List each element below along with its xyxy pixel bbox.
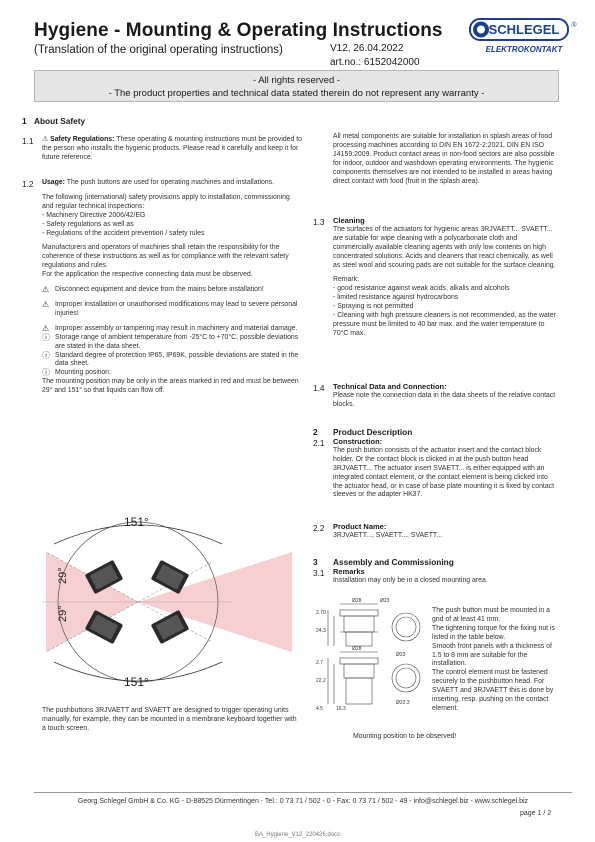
section-1-4-title: Technical Data and Connection:	[333, 382, 447, 391]
info-icon: ⓘ	[42, 332, 50, 342]
warning-icon: ⚠	[42, 323, 50, 333]
section-2-2-number: 2.2	[313, 523, 325, 533]
remarks-list	[432, 607, 562, 714]
dim-label: 4.5	[316, 706, 323, 712]
section-1-1-number: 1.1	[22, 136, 34, 146]
rights-line-1: - All rights reserved -	[252, 75, 341, 86]
dim-label: Ø28	[352, 598, 362, 604]
logo-name: SCHLEGEL	[488, 22, 560, 37]
section-3-1-number: 3.1	[313, 568, 325, 578]
remark-item: - Cleaning with high pressure cleaners is not recommended, as the water pressure must be limited to 40 bar max. and the water temperature to 70°C max.	[333, 312, 556, 337]
dim-label: 2.7	[316, 660, 323, 666]
angle-label-left-upper: 29°	[57, 567, 69, 584]
section-1-3	[333, 217, 559, 339]
dim-label: Ø28	[352, 646, 362, 652]
section-2-1	[333, 438, 559, 500]
angle-label-top: 151°	[124, 515, 149, 529]
rights-notice	[34, 70, 559, 102]
dim-label: Ø22.3	[396, 700, 410, 706]
logo-mark: ®	[571, 22, 577, 29]
dim-label: 22.2	[316, 678, 326, 684]
mounting-position-note: Mounting position to be observed!	[353, 733, 457, 740]
page-number: page 1 / 2	[520, 810, 552, 817]
section-2-1-number: 2.1	[313, 438, 325, 448]
section-1-2	[42, 179, 302, 396]
section-2-2-text: 3RJVAETT..., SVAETT..., SVAETT...	[333, 531, 443, 539]
provision-item: - Safety regulations as well as	[42, 220, 134, 228]
info-icon: ⓘ	[42, 350, 50, 360]
section-2-2-title: Product Name:	[333, 522, 387, 531]
footer-divider	[34, 792, 572, 793]
info-protection: Standard degree of protection IP65, IP69K, possible deviations are stated in the data sheet.	[55, 351, 299, 368]
document-subtitle: (Translation of the original operating instructions)	[34, 44, 283, 56]
remark-panel-thickness: Smooth front panels with a thickness of 1.5 to 8 mm are suitable for the installation.	[432, 642, 552, 668]
remark-contact-element: The control element must be fastened securely to the pushbutton head. For SVAETT and 3RJVAETT this is done by inserting, resp. pushing on the contact element.	[432, 669, 554, 712]
footer-address: Georg Schlegel GmbH & Co. KG - D-88525 Dürmentingen - Tel.: 0 73 71 / 502 - 0 - Fax: 0 73 71 / 502 - 49 - info@schlegel.biz - www.schlegel.biz	[77, 798, 529, 805]
dim-label: Ø23	[396, 652, 406, 658]
info-icon: ⓘ	[42, 368, 50, 378]
info-temperature: Storage range of ambient temperature from -25°C to +70°C, possible deviations are stated in the data sheet.	[55, 333, 299, 350]
section-3-1-title: Remarks	[333, 567, 365, 576]
warning-disconnect: Disconnect equipment and device from the mains before installation!	[55, 286, 264, 294]
remark-item: - good resistance against weak acids, alkalis and alcohols	[333, 285, 510, 293]
section-3-title: Assembly and Commissioning	[333, 557, 454, 567]
section-1-1-text: These operating & mounting instructions must be provided to the person who installs the hygienic products. Please read it carefully and keep it for future reference.	[42, 136, 303, 161]
section-3-1	[333, 568, 559, 586]
mounting-position-text: The mounting position may be only in the areas marked in red and must be between 29° and 151° so that liquids can flow off.	[42, 378, 299, 395]
section-1-1-title: Safety Regulations:	[50, 136, 115, 143]
section-1-2-title: Usage:	[42, 179, 65, 186]
section-1-number: 1	[22, 116, 27, 126]
remark-item: - Spraying is not permitted	[333, 303, 414, 311]
file-name: BA_Hygiene_V12_220426.docx	[254, 832, 341, 838]
connection-data-text: For the application the respective connecting data must be observed.	[42, 271, 253, 279]
section-1-2-text: The push buttons are used for operating machines and installations.	[66, 179, 275, 186]
section-1-3-number: 1.3	[313, 217, 325, 227]
remark-grid: The push button must be mounted in a grid of at least 41 mm.	[432, 607, 550, 623]
mounting-position-diagram	[32, 510, 302, 695]
dim-label: Ø23	[380, 598, 390, 604]
warning-icon: ⚠	[42, 299, 50, 309]
remark-label: Remark:	[333, 276, 360, 284]
section-2-title: Product Description	[333, 427, 413, 437]
warning-tampering: Improper assembly or tampering may result in machinery and material damage.	[55, 324, 298, 332]
section-3-number: 3	[313, 557, 318, 567]
document-title: Hygiene - Mounting & Operating Instructions	[34, 20, 443, 41]
section-2-2	[333, 523, 559, 541]
dim-label: 16.3	[336, 706, 346, 712]
rights-line-2: - The product properties and technical data stated therein do not represent any warranty -	[108, 88, 485, 99]
technical-drawing	[310, 592, 430, 722]
responsibility-text: Manufacturers and operators of machines shall retain the responsibility for the coherence of these instructions as well as for compliance with the relevant safety regulations and rules.	[42, 244, 289, 270]
angle-label-left-lower: 29°	[57, 605, 69, 622]
installation-intro: All metal components are suitable for installation in splash areas of food processing machines according to DIN EN 1672-2:2021, DIN EN ISO 14159:2009. Product contact areas in non-food sectors are also possible for indoor, outdoor and washdown operating environments. The hygienic components themselves are not intended to be installed in areas having direct contact with food (fruit in the splash area).	[333, 133, 555, 185]
provision-item: - Machinery Directive 2006/42/EG	[42, 211, 146, 219]
version-label: V12, 26.04.2022	[330, 43, 404, 54]
section-1-2-provisions: The following (international) safety provisions apply to installation, commissioning and regular technical inspections:	[42, 193, 290, 210]
remark-torque: The tightening torque for the fixing nut is listed in the table below.	[432, 624, 555, 641]
section-3-1-text: Installation may only be in a closed mounting area.	[333, 576, 488, 584]
info-mounting-position: Mounting position:	[55, 369, 111, 377]
article-number: art.no.: 6152042000	[330, 57, 420, 68]
section-1-title: About Safety	[34, 116, 86, 126]
section-2-number: 2	[313, 427, 318, 437]
warning-icon: ⚠	[42, 136, 49, 143]
provision-item: - Regulations of the accident prevention / safety rules	[42, 229, 205, 237]
warning-installation: Improper installation or unauthorised modifications may lead to severe personal injuries!	[55, 300, 298, 317]
warning-icon: ⚠	[42, 285, 50, 295]
section-2-1-title: Construction:	[333, 437, 383, 446]
section-1-4	[333, 383, 559, 410]
section-1-4-text: Please note the connection data in the data sheets of the relative contact blocks.	[333, 391, 556, 408]
section-1-2-number: 1.2	[22, 179, 34, 189]
section-2-1-text: The push button consists of the actuator insert and the contact block holder. Or the contact block is clicked in at the push button head 3RJVAETT... The actuator insert SVAETT... is either equipped with an integrated contact element, or the contact element is being clicked into the actuator head, or in case of base plate mounting it is fixed by contact sleeves or the adapter HK37.	[333, 446, 555, 499]
angle-label-bottom: 151°	[124, 675, 149, 689]
section-1-3-title: Cleaning	[333, 216, 365, 225]
section-1-1	[42, 136, 304, 163]
remark-item: - limited resistance against hydrocarbons	[333, 294, 459, 302]
section-1-3-text: The surfaces of the actuators for hygienic areas 3RJVAETT... SVAETT... are suitable for wipe cleaning with a polycarbonate cloth and commercially available cleaning agents with only low contents on high concentrated solutions. Acids and cleaners that react chemically, as well as steel wool and scouring pads are not suitable for the surface cleaning.	[333, 225, 556, 269]
section-1-4-number: 1.4	[313, 383, 325, 393]
pushbutton-usage-text: The pushbuttons 3RJVAETT and SVAETT are designed to trigger operating units manually, for example, they can be mounted in a membrane keyboard together with a touch screen.	[42, 707, 297, 732]
dim-label: 24.3	[316, 628, 326, 634]
logo-tagline: ELEKTROKONTAKT	[485, 45, 563, 54]
schlegel-logo	[469, 18, 579, 58]
dim-label: 2.70	[316, 610, 326, 616]
